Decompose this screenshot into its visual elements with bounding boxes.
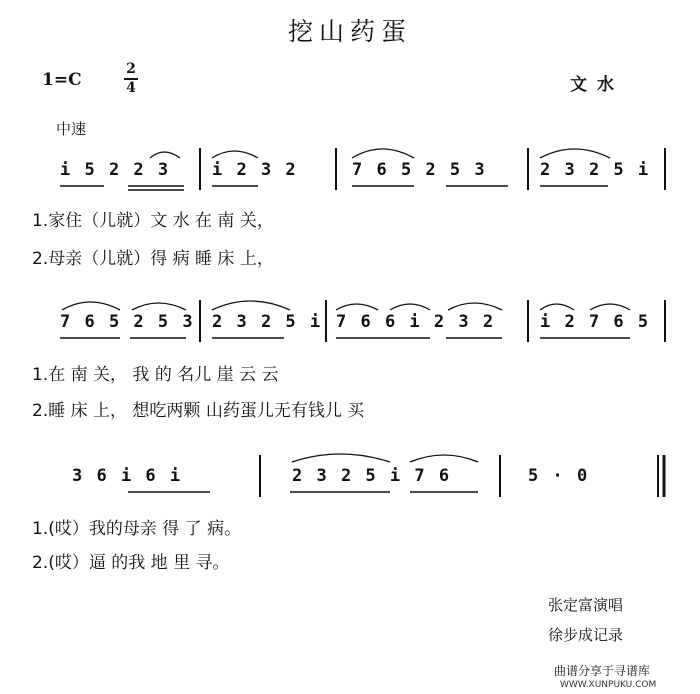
song-title: 挖山药蛋 xyxy=(287,17,412,46)
measure: 5 · 0 xyxy=(528,466,590,486)
slur xyxy=(212,151,258,158)
measure: 7 6 5 2 5 3 xyxy=(60,312,195,332)
measure: 2 3 2 5 i xyxy=(540,160,651,180)
slur xyxy=(448,303,502,310)
measure: i 5 2 2 3 xyxy=(60,160,171,180)
slur xyxy=(352,149,414,158)
measure: 7 6 6 i 2 3 2 xyxy=(336,312,496,332)
slur xyxy=(540,304,574,310)
author: 文水 xyxy=(570,75,624,95)
slur xyxy=(590,304,630,310)
lyric-line: 1.在 南 关， 我 的 名儿 崖 云 云 xyxy=(32,365,279,385)
footer-url[interactable]: WWW.XUNPUKU.COM xyxy=(560,680,657,690)
measure: 3 6 i 6 i xyxy=(72,466,183,486)
lyric-line: 2.(哎）逼 的我 地 里 寻。 xyxy=(32,553,230,573)
measure: 2 3 2 5 i xyxy=(212,312,323,332)
lyric-line: 2.母亲（儿就）得 病 睡 床 上， xyxy=(32,249,274,269)
lyric-line: 2.睡 床 上， 想吃两颗 山药蛋儿无有钱儿 买 xyxy=(32,401,365,421)
footer-text: 曲谱分享于寻谱库 xyxy=(554,664,651,678)
singer-credit: 张定富演唱 xyxy=(548,596,624,614)
slur xyxy=(150,152,180,158)
measure: i 2 7 6 5 xyxy=(540,312,651,332)
slur xyxy=(336,304,378,310)
slur xyxy=(132,303,186,310)
lyric-line: 1.(哎）我的母亲 得 了 病。 xyxy=(32,519,242,539)
key-signature: 1=C xyxy=(42,70,82,90)
slur xyxy=(390,304,430,310)
time-denominator: 4 xyxy=(126,80,136,96)
slur xyxy=(62,302,120,310)
measure: i 2 3 2 xyxy=(212,160,298,180)
measure: 7 6 5 2 5 3 xyxy=(352,160,487,180)
tempo-marking: 中速 xyxy=(56,120,87,138)
slur xyxy=(540,149,610,158)
recorder-credit: 徐步成记录 xyxy=(548,626,624,644)
lyric-line: 1.家住（儿就）文 水 在 南 关， xyxy=(32,211,274,231)
measure: 2 3 2 5 i 7 6 xyxy=(292,466,452,486)
time-numerator: 2 xyxy=(126,61,136,77)
slur xyxy=(212,301,290,310)
slur xyxy=(292,454,390,462)
slur xyxy=(410,455,478,462)
